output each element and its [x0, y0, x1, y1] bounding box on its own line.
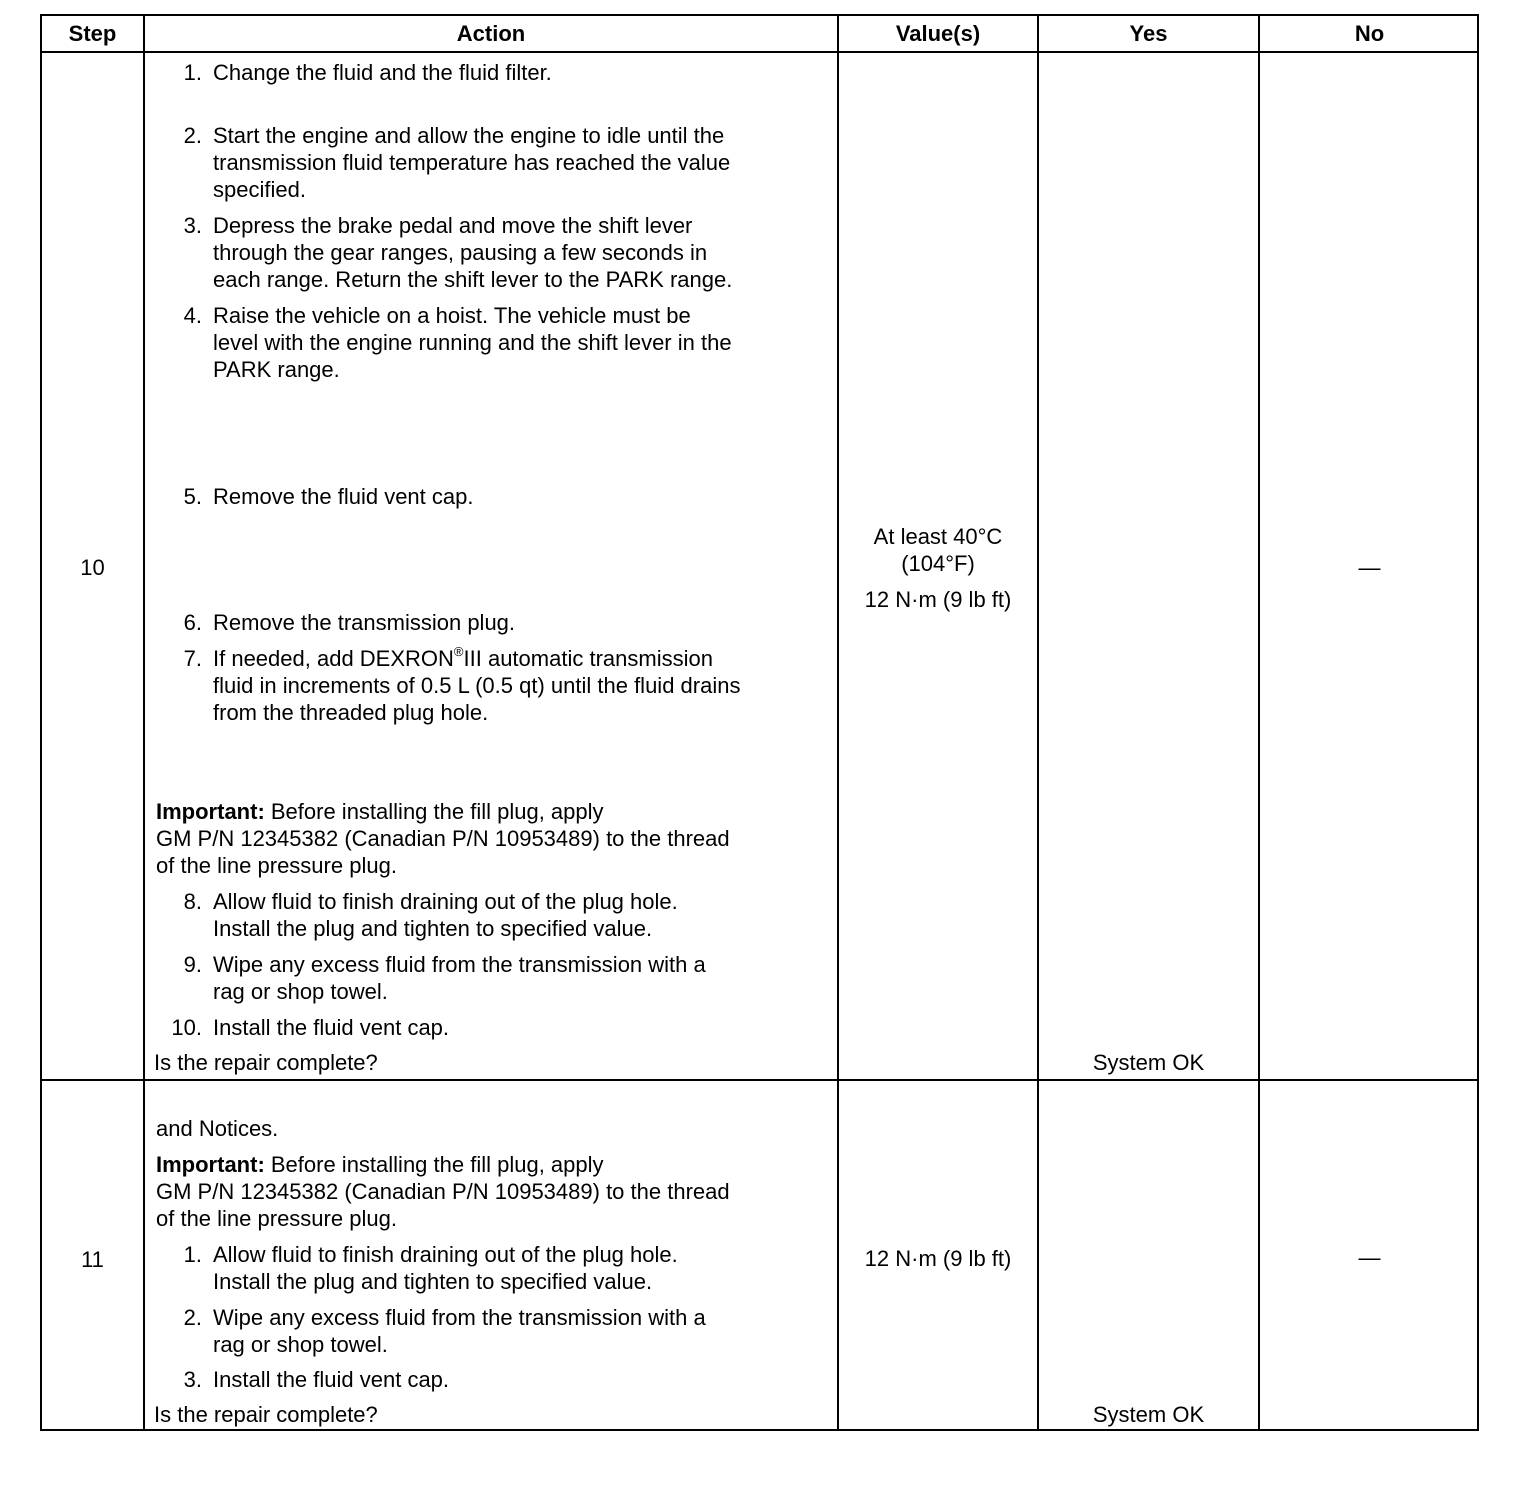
important-text: Before installing the fill plug, apply: [264, 799, 604, 824]
important-label: Important:: [156, 799, 265, 824]
important-note: [156, 798, 604, 825]
list-item: specified.: [213, 177, 306, 202]
important-text: Before installing the fill plug, apply: [264, 1152, 604, 1177]
step-number: 11: [81, 1247, 104, 1272]
list-item: Install the plug and tighten to specified value.: [213, 916, 653, 941]
list-item: Install the fluid vent cap.: [213, 1015, 450, 1040]
list-number: 1.: [183, 60, 202, 85]
registered-mark: ®: [453, 643, 464, 659]
notices-text: and Notices.: [156, 1116, 279, 1141]
list-item: Raise the vehicle on a hoist. The vehicle must be: [213, 303, 691, 328]
list-number: 3.: [183, 1367, 202, 1392]
list-item: Remove the fluid vent cap.: [213, 484, 474, 509]
list-number: 2.: [183, 1305, 202, 1330]
list-item: Remove the transmission plug.: [213, 610, 516, 635]
list-number: 4.: [183, 303, 202, 328]
list-item: from the threaded plug hole.: [213, 700, 489, 725]
list-item: Depress the brake pedal and move the shift lever: [213, 213, 693, 238]
value-torque: 12 N·m (9 lb ft): [864, 1246, 1012, 1271]
list-item-text: If needed, add DEXRON: [213, 646, 454, 671]
list-number: 6.: [183, 610, 202, 635]
list-number: 1.: [183, 1242, 202, 1267]
column-divider: [1037, 16, 1039, 1429]
list-item: rag or shop towel.: [213, 1332, 388, 1357]
yes-result: System OK: [1092, 1402, 1205, 1427]
row-divider: [42, 1079, 1477, 1081]
header-values: Value(s): [895, 21, 981, 46]
yes-result: System OK: [1092, 1050, 1205, 1075]
list-number: 8.: [183, 889, 202, 914]
diagnostic-table: [40, 14, 1479, 1431]
important-note: [156, 1151, 604, 1178]
list-item: through the gear ranges, pausing a few seconds in: [213, 240, 708, 265]
list-item: each range. Return the shift lever to the PARK range.: [213, 267, 733, 292]
list-item: Wipe any excess fluid from the transmission with a: [213, 1305, 706, 1330]
important-text: GM P/N 12345382 (Canadian P/N 10953489) to the thread: [156, 1179, 730, 1204]
header-yes: Yes: [1129, 21, 1168, 46]
value-temperature: At least 40°C: [873, 524, 1003, 549]
list-item: Wipe any excess fluid from the transmission with a: [213, 952, 706, 977]
header-step: Step: [68, 21, 117, 46]
question: Is the repair complete?: [154, 1050, 378, 1075]
value-temperature-f: (104°F): [901, 551, 975, 576]
list-item: Start the engine and allow the engine to idle until the: [213, 123, 725, 148]
list-item: Allow fluid to finish draining out of the plug hole.: [213, 889, 678, 914]
step-number: 10: [80, 555, 105, 580]
list-item: [213, 645, 713, 672]
important-text: GM P/N 12345382 (Canadian P/N 10953489) to the thread: [156, 826, 730, 851]
list-item: transmission fluid temperature has reached the value: [213, 150, 731, 175]
list-number: 2.: [183, 123, 202, 148]
important-text: of the line pressure plug.: [156, 853, 397, 878]
no-result: —: [1358, 555, 1381, 580]
header-action: Action: [456, 21, 526, 46]
list-item: level with the engine running and the shift lever in the: [213, 330, 732, 355]
question: Is the repair complete?: [154, 1402, 378, 1427]
header-no: No: [1354, 21, 1385, 46]
list-number: 9.: [183, 952, 202, 977]
list-number: 5.: [183, 484, 202, 509]
important-label: Important:: [156, 1152, 265, 1177]
list-item: fluid in increments of 0.5 L (0.5 qt) until the fluid drains: [213, 673, 741, 698]
value-torque: 12 N·m (9 lb ft): [864, 587, 1012, 612]
list-item: rag or shop towel.: [213, 979, 388, 1004]
list-item: Change the fluid and the fluid filter.: [213, 60, 552, 85]
list-item: Install the plug and tighten to specified value.: [213, 1269, 653, 1294]
column-divider: [837, 16, 839, 1429]
column-divider: [1258, 16, 1260, 1429]
list-item: PARK range.: [213, 357, 340, 382]
important-text: of the line pressure plug.: [156, 1206, 397, 1231]
no-result: —: [1358, 1245, 1381, 1270]
list-number: 3.: [183, 213, 202, 238]
list-number: 7.: [183, 646, 202, 671]
list-item: Allow fluid to finish draining out of the plug hole.: [213, 1242, 678, 1267]
column-divider: [143, 16, 145, 1429]
list-item: Install the fluid vent cap.: [213, 1367, 450, 1392]
list-item-text: III automatic transmission: [463, 646, 713, 671]
list-number: 10.: [171, 1015, 202, 1040]
